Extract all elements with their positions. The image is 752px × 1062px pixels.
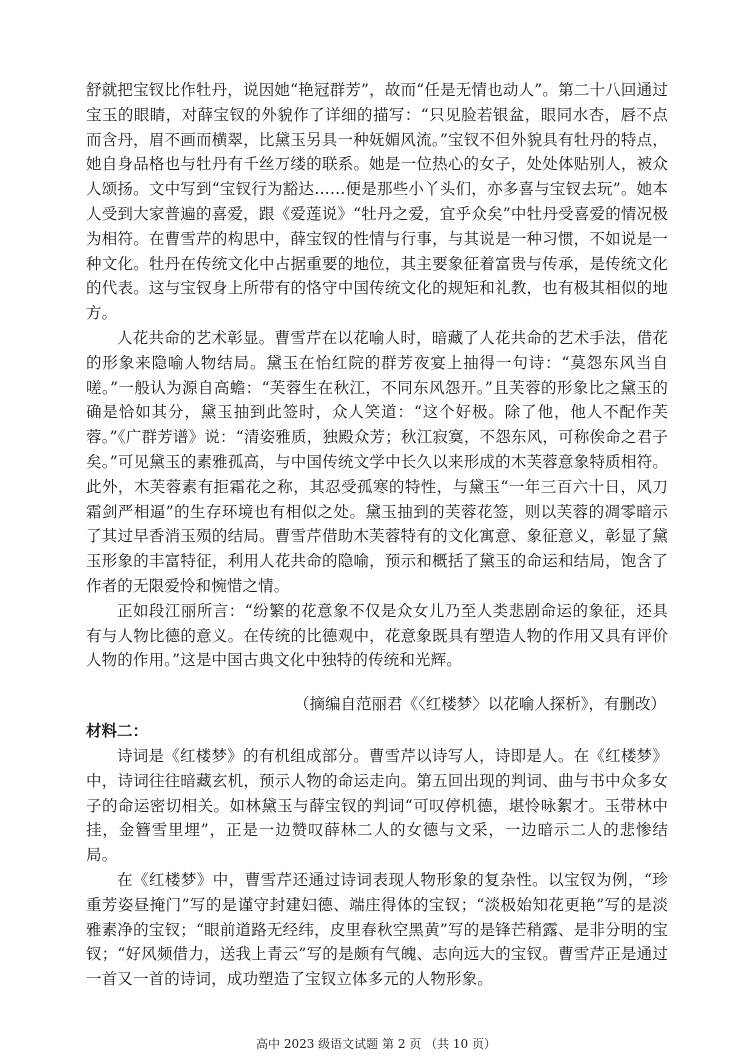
paragraph-duan-jiangli-quote: 正如段江丽所言：“纷繁的花意象不仅是众女儿乃至人类悲剧命运的象征，还具有与人物比德的意义。在传统的比德观中，花意象既具有塑造人物的作用又具有评价人物的作用。”这是中国古典文化中独特的传统和光辉。 (86, 601, 668, 670)
paragraph-poetry-foreshadowing: 诗词是《红楼梦》的有机组成部分。曹雪芹以诗写人，诗即是人。在《红楼梦》中，诗词往往暗藏玄机，预示人物的命运走向。第五回出现的判词、曲与书中众多女子的命运密切相关。如林黛玉与薛宝钗的判词“可叹停机德，堪怜咏絮才。玉带林中挂，金簪雪里埋”，正是一边赞叹薛林二人的女德与文采，一边暗示二人的悲惨结局。 (86, 747, 668, 865)
section-heading-material-two: 材料二： (86, 722, 149, 740)
paragraph-baochai-peony: 舒就把宝钗比作牡丹，说因她“艳冠群芳”，故而“任是无情也动人”。第二十八回通过宝玉的眼睛，对薛宝钗的外貌作了详细的描写：“只见脸若银盆，眼同水杏，唇不点而含丹，眉不画而横翠，比黛玉另具一种妩媚风流。”宝钗不但外貌具有牡丹的特点，她自身品格也与牡丹有千丝万缕的联系。她是一位热心的女子，处处体贴别人，被众人颂扬。文中写到“宝钗行为豁达……便是那些小丫头们，亦多喜与宝钗去玩”。她本人受到大家普遍的喜爱，跟《爱莲说》“牡丹之爱，宜乎众矣”中牡丹受喜爱的情况极为相符。在曹雪芹的构思中，薛宝钗的性情与行事，与其说是一种习惯，不如说是一种文化。牡丹在传统文化中占据重要的地位，其主要象征着富贵与传承，是传统文化的代表。这与宝钗身上所带有的恪守中国传统文化的规矩和礼教，也有极其相似的地方。 (86, 81, 668, 323)
material-two-body (86, 744, 668, 992)
source-citation: （摘编自范丽君《〈红楼梦〉以花喻人探析》，有删改） (293, 695, 666, 713)
page-footer: 高中 2023 级语文试题 第 2 页 （共 10 页） (256, 1037, 496, 1051)
paragraph-art-of-shared-fate: 人花共命的艺术彰显。曹雪芹在以花喻人时，暗藏了人花共命的艺术手法，借花的形象来隐喻人物结局。黛玉在怡红院的群芳夜宴上抽得一句诗：“莫怨东风当自嗟。”一般认为源自高蟾：“芙蓉生在秋江，不同东风怨开。”且芙蓉的形象比之黛玉的确是恰如其分，黛玉抽到此签时，众人笑道：“这个好极。除了他，他人不配作芙蓉。”《广群芳谱》说：“清姿雅质，独殿众芳；秋江寂寞，不怨东风，可称俟命之君子矣。”可见黛玉的素雅孤高，与中国传统文学中长久以来形成的木芙蓉意象特质相符。此外，木芙蓉素有拒霜花之称，其忍受孤寒的特性，与黛玉“一年三百六十日，风刀霜剑严相逼”的生存环境也有相似之处。黛玉抽到的芙蓉花签，则以芙蓉的凋零暗示了其过早香消玉殒的结局。曹雪芹借助木芙蓉特有的文化寓意、象征意义，彰显了黛玉形象的丰富特征，利用人花共命的隐喻，预示和概括了黛玉的命运和结局，饱含了作者的无限爱怜和惋惜之情。 (86, 328, 668, 595)
paragraph-poetry-complexity: 在《红楼梦》中，曹雪芹还通过诗词表现人物形象的复杂性。以宝钗为例，“珍重芳姿昼掩门”写的是谨守封建妇德、端庄得体的宝钗；“淡极始知花更艳”写的是淡雅素净的宝钗；“眼前道路无经纬，皮里春秋空黑黄”写的是锋芒稍露、是非分明的宝钗；“好风频借力，送我上青云”写的是颇有气魄、志向远大的宝钗。曹雪芹正是通过一首又一首的诗词，成功塑造了宝钗立体多元的人物形象。 (86, 870, 668, 989)
material-one-body (86, 78, 668, 673)
